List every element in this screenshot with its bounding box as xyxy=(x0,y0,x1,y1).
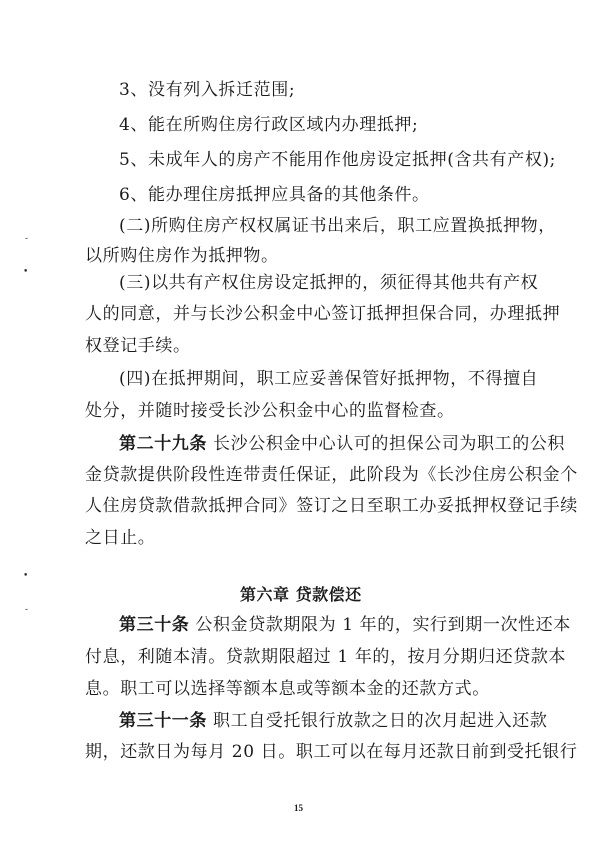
article-30-heading: 第三十条 xyxy=(119,615,190,635)
article-30-text: 公积金贷款期限为 1 年的，实行到期一次性还本 xyxy=(195,615,571,635)
article-30-line-2: 付息，利随本清。贷款期限超过 1 年的，按月分期归还贷款本 xyxy=(85,647,567,667)
scan-mark: - xyxy=(25,234,29,244)
clause-3-line-1: (三)以共有产权住房设定抵押的，须征得其他共有产权 xyxy=(119,273,539,293)
article-30-line-3: 息。职工可以选择等额本息或等额本金的还款方式。 xyxy=(85,679,490,699)
article-29-line-4: 之日止。 xyxy=(85,528,156,548)
article-29-heading: 第二十九条 xyxy=(119,434,207,454)
chapter-title: 第六章 贷款偿还 xyxy=(240,585,362,604)
article-31-heading: 第三十一条 xyxy=(119,711,207,731)
clause-3-line-3: 权登记手续。 xyxy=(85,336,191,356)
article-29-line-1 xyxy=(119,433,565,455)
article-29-text: 长沙公积金中心认可的担保公司为职工的公积 xyxy=(213,434,566,454)
page-number: 15 xyxy=(294,803,303,813)
list-item-4: 4、能在所购住房行政区域内办理抵押; xyxy=(119,115,419,135)
list-item-5: 5、未成年人的房产不能用作他房设定抵押(含共有产权); xyxy=(119,150,557,170)
article-31-text: 职工自受托银行放款之日的次月起进入还款 xyxy=(213,711,548,731)
article-31-line-1 xyxy=(119,710,547,732)
article-30-line-1 xyxy=(119,614,571,636)
clause-3-line-2: 人的同意，并与长沙公积金中心签订抵押担保合同，办理抵押 xyxy=(85,304,561,324)
list-item-6: 6、能办理住房抵押应具备的其他条件。 xyxy=(119,185,430,205)
scan-mark: • xyxy=(23,267,29,277)
scan-mark: • xyxy=(23,571,29,581)
list-item-3: 3、没有列入拆迁范围; xyxy=(119,80,296,100)
article-29-line-3: 人住房贷款借款抵押合同》签订之日至职工办妥抵押权登记手续 xyxy=(85,496,578,516)
clause-2-line-2: 以所购住房作为抵押物。 xyxy=(85,246,279,266)
clause-2-line-1: (二)所购住房产权权属证书出来后，职工应置换抵押物， xyxy=(119,216,556,236)
clause-4-line-1: (四)在抵押期间，职工应妥善保管好抵押物，不得擅自 xyxy=(119,369,539,389)
clause-4-line-2: 处分，并随时接受长沙公积金中心的监督检查。 xyxy=(85,401,455,421)
scan-mark: - xyxy=(25,605,29,615)
article-31-line-2: 期，还款日为每月 20 日。职工可以在每月还款日前到受托银行 xyxy=(85,742,578,762)
article-29-line-2: 金贷款提供阶段性连带责任保证，此阶段为《长沙住房公积金个 xyxy=(85,465,578,485)
